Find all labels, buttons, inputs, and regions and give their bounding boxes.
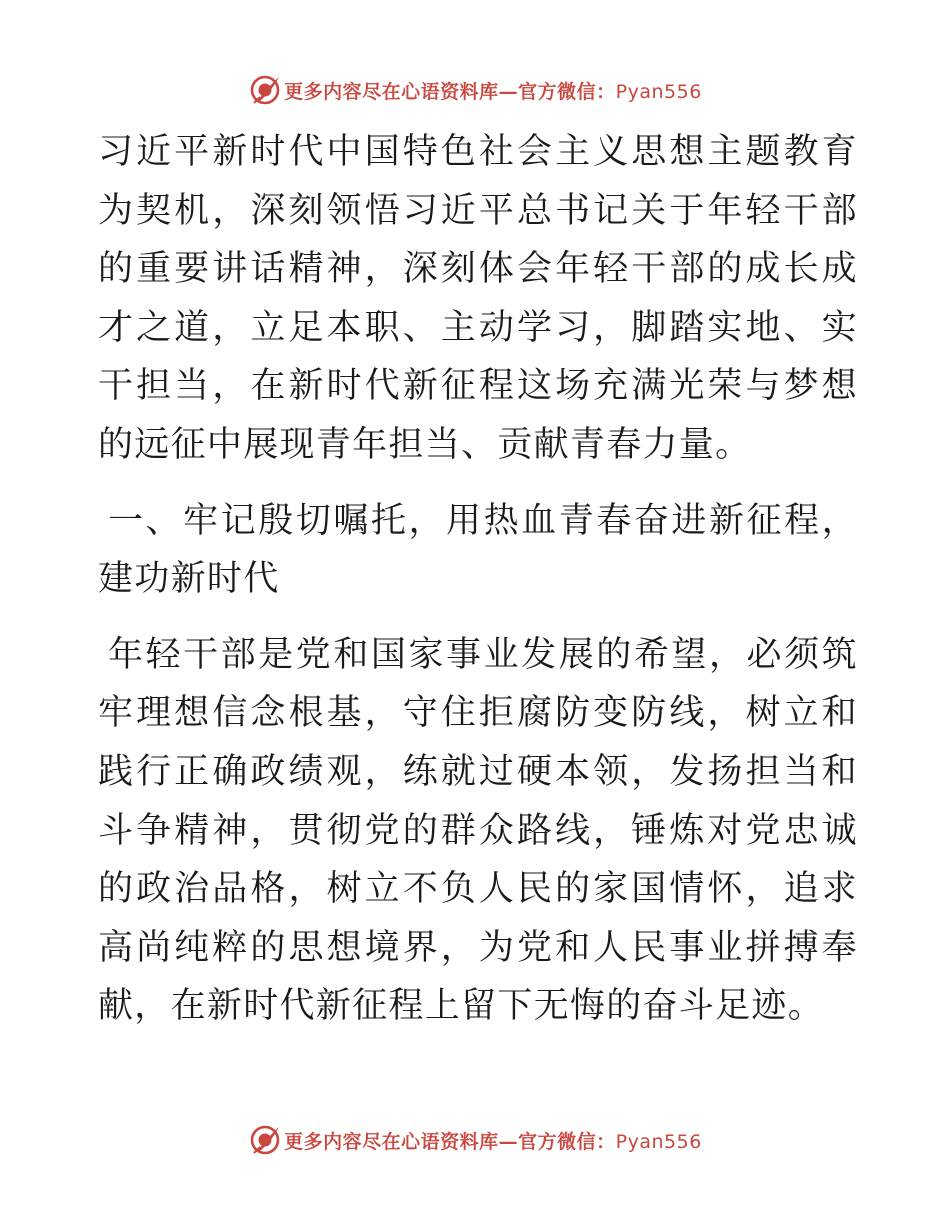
quill-logo-icon: [248, 1123, 282, 1157]
header-watermark: [0, 70, 950, 110]
body-paragraph: 习近平新时代中国特色社会主义思想主题教育为契机，深刻领悟习近平总书记关于年轻干部的重要讲话精神，深刻体会年轻干部的成长成才之道，立足本职、主动学习，脚踏实地、实干担当，在新时代新征程这场充满光荣与梦想的远征中展现青年担当、贡献青春力量。: [98, 132, 858, 465]
footer-watermark-text: 更多内容尽在心语资料库—官方微信：Pyan556: [284, 1130, 702, 1153]
header-watermark-text: 更多内容尽在心语资料库—官方微信：Pyan556: [284, 80, 702, 103]
footer-watermark: [0, 1120, 950, 1160]
section-heading: 一、牢记殷切嘱托，用热血青春奋进新征程，建功新时代: [98, 500, 858, 600]
quill-logo-icon: [248, 73, 282, 107]
document-body: [98, 123, 858, 1036]
body-paragraph: 年轻干部是党和国家事业发展的希望，必须筑牢理想信念根基，守住拒腐防变防线，树立和践行正确政绩观，练就过硬本领，发扬担当和斗争精神，贯彻党的群众路线，锤炼对党忠诚的政治品格，树立不负人民的家国情怀，追求高尚纯粹的思想境界，为党和人民事业拼搏奉献，在新时代新征程上留下无悔的奋斗足迹。: [98, 634, 858, 1027]
